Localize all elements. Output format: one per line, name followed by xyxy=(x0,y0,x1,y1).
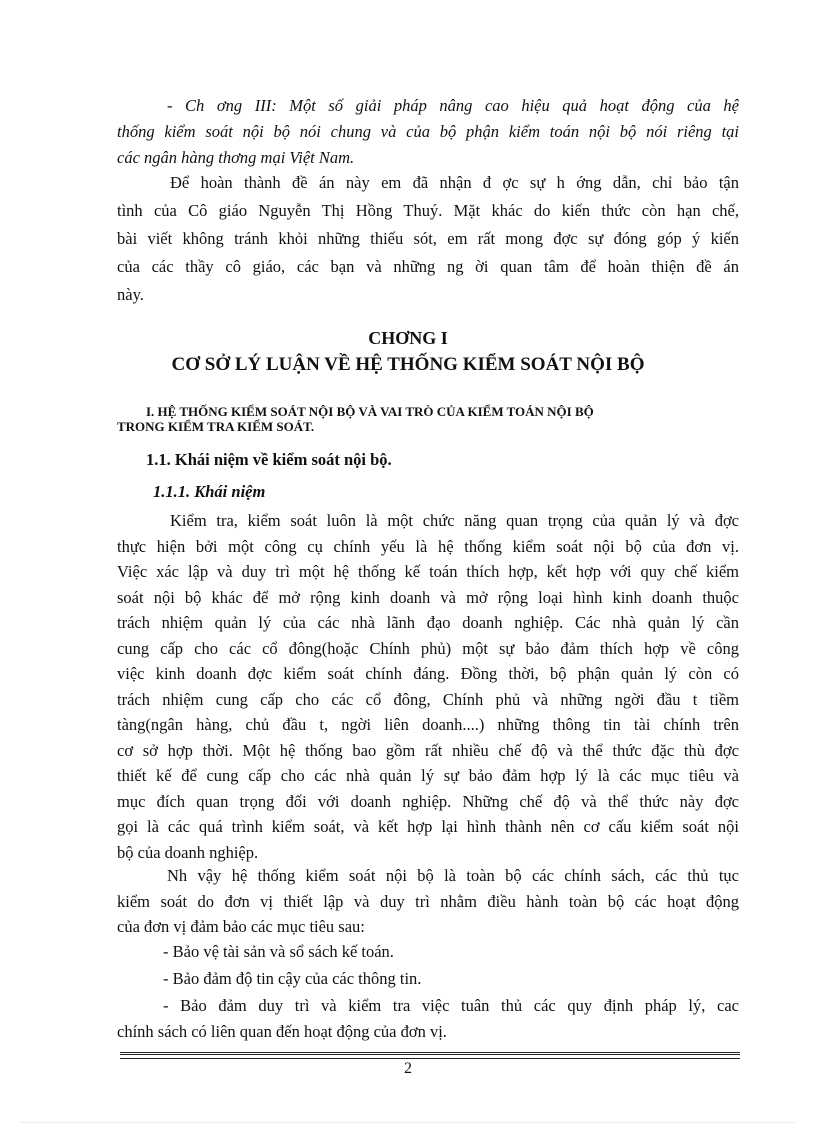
text-line: bộ của doanh nghiệp. xyxy=(117,842,259,862)
list-item: - Bảo đảm duy trì và kiểm tra việc tuân thủ các quy định pháp lý, cac xyxy=(163,996,739,1015)
text-line: cơ sở hợp thời. Một hệ thống bao gồm rất nhiều chế độ và thể thức đặc thù đợc xyxy=(117,740,739,760)
section-heading xyxy=(146,404,739,419)
text-line: trách nhiệm quản lý của các nhà lãnh đạo doanh nghiệp. Các nhà quản lý cần xyxy=(117,613,739,632)
page-number: 2 xyxy=(404,1060,412,1077)
text-line: trách nhiệm cung cấp cho các cổ đông, Chính phủ và những ngời đầu t tiềm xyxy=(117,689,739,709)
text-line: thiết kế để cung cấp cho các nhà quản lý sự bảo đảm hợp lý là các mục tiêu và xyxy=(117,766,739,785)
text-line: gọi là các quá trình kiểm soát, và kết hợp lại hình thành nên cơ cấu kiểm soát nội xyxy=(117,817,739,836)
subsubsection-heading: 1.1.1. Khái niệm xyxy=(153,482,266,501)
text-line: - Ch ơng III: Một số giải pháp nâng cao hiệu quả hoạt động của hệ xyxy=(167,96,739,115)
section-heading-line: I. HỆ THỐNG KIỂM SOÁT NỘI BỘ VÀ VAI TRÒ CỦA KIỂM TOÁN NỘI BỘ xyxy=(146,404,594,419)
text-line: Nh vậy hệ thống kiểm soát nội bộ là toàn bộ các chính sách, các thủ tục xyxy=(167,866,739,885)
text-line: việc kinh doanh đợc kiểm soát chính đáng. Đồng thời, bộ phận quản lý còn có xyxy=(117,664,739,683)
text-line: tàng(ngân hàng, chủ đầu t, ngời liên doanh....) những thông tin tài chính trên xyxy=(117,715,739,734)
text-line: soát nội bộ khác để mở rộng kinh doanh và mở rộng loại hình kinh doanh thuộc xyxy=(117,587,739,607)
chapter-title: CƠ SỞ LÝ LUẬN VỀ HỆ THỐNG KIỂM SOÁT NỘI BỘ xyxy=(171,354,645,375)
text-line: chính sách có liên quan đến hoạt động của đơn vị. xyxy=(117,1022,447,1041)
section-heading-line: TRONG KIỂM TRA KIỂM SOÁT. xyxy=(117,419,315,434)
text-line: Để hoàn thành đề án này em đã nhận đ ợc sự h ớng dẫn, chỉ bảo tận xyxy=(170,173,739,192)
text-line: kiểm soát do đơn vị thiết lập và duy trì nhằm điều hành toàn bộ các hoạt động xyxy=(117,891,739,911)
subsection-heading: 1.1. Khái niệm về kiểm soát nội bộ. xyxy=(146,450,392,469)
text-line: cung cấp cho các cổ đông(hoặc Chính phủ) một sự bảo đảm thích hợp về công xyxy=(117,638,739,658)
footer-rule xyxy=(120,1052,740,1055)
text-line: của các thầy cô giáo, các bạn và những ng ời quan tâm để hoàn thiện đề án xyxy=(117,257,739,276)
chapter-number: CHƠNG I xyxy=(368,328,448,348)
text-line: của đơn vị đảm bảo các mục tiêu sau: xyxy=(117,917,365,936)
footer-rule xyxy=(120,1058,740,1059)
list-item: - Bảo đảm độ tin cậy của các thông tin. xyxy=(163,969,422,988)
text-line: thực hiện bởi một công cụ chính yếu là hệ thống kiểm soát nội bộ của đơn vị. xyxy=(117,536,739,556)
section-heading xyxy=(117,419,739,434)
text-line: này. xyxy=(117,285,144,304)
text-line: Kiểm tra, kiểm soát luôn là một chức năng quan trọng của quản lý và đợc xyxy=(170,511,739,530)
text-line: mục đích quan trọng đối với doanh nghiệp. Những chế độ và thể thức này đợc xyxy=(117,791,739,811)
text-line: các ngân hàng thơng mại Việt Nam. xyxy=(117,148,355,167)
text-line: thống kiểm soát nội bộ nói chung và của bộ phận kiểm toán nội bộ nói riêng tại xyxy=(117,122,739,141)
text-line: bài viết không tránh khỏi những thiếu sót, em rất mong đợc sự đóng góp ý kiến xyxy=(117,229,739,248)
list-item: - Bảo vệ tài sản và sổ sách kế toán. xyxy=(163,942,394,961)
text-line: tình của Cô giáo Nguyễn Thị Hồng Thuý. Mặt khác do kiến thức còn hạn chế, xyxy=(117,201,739,220)
text-line: Việc xác lập và duy trì một hệ thống kế toán thích hợp, kết hợp với quy chế kiểm xyxy=(117,562,739,581)
